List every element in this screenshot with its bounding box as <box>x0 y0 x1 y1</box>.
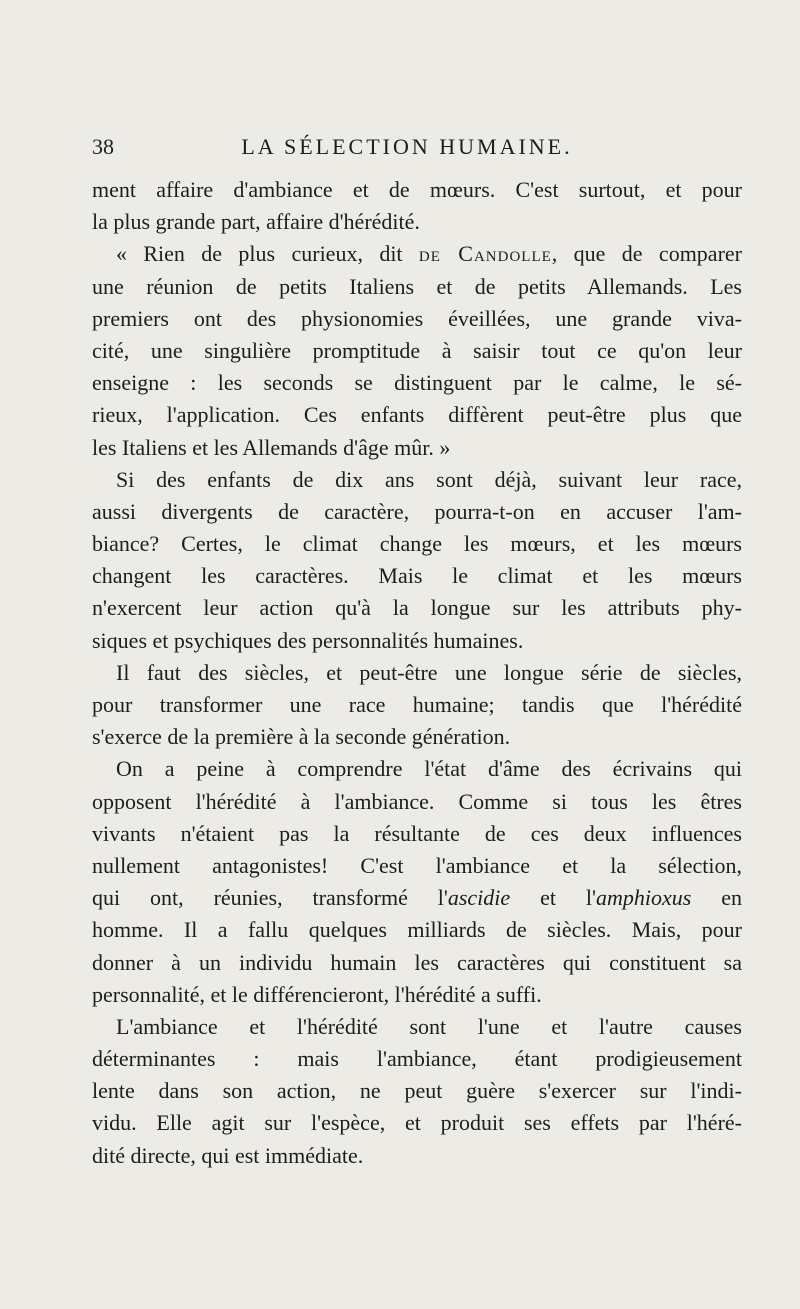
text-line: On a peine à comprendre l'état d'âme des écrivains qui <box>116 756 742 782</box>
text-line: donner à un individu humain les caractères qui constituent sa <box>92 949 742 975</box>
text-line: premiers ont des physionomies éveillées, une grande viva- <box>92 305 742 331</box>
text-line: une réunion de petits Italiens et de petits Allemands. Les <box>92 273 742 299</box>
text-line: la plus grande part, affaire d'hérédité. <box>92 209 420 235</box>
italic-term: amphioxus <box>595 885 692 911</box>
text-line: vidu. Elle agit sur l'espèce, et produit ses effets par l'héré- <box>92 1110 742 1136</box>
page-number: 38 <box>92 134 114 159</box>
text-line: homme. Il a fallu quelques milliards de siècles. Mais, pour <box>92 917 742 943</box>
text-line: s'exerce de la première à la seconde génération. <box>92 724 511 750</box>
text-line: « Rien de plus curieux, dit de Candolle, que de comparer <box>116 241 742 267</box>
text-line: les Italiens et les Allemands d'âge mûr. » <box>92 434 451 460</box>
text-line: nullement antagonistes! C'est l'ambiance et la sélection, <box>92 852 742 878</box>
text-line: pour transformer une race humaine; tandis que l'hérédité <box>92 692 742 717</box>
author-name: de Candolle <box>418 241 552 267</box>
text-line: aussi divergents de caractère, pourra-t-on en accuser l'am- <box>92 498 742 524</box>
body-text <box>92 174 742 1172</box>
text-line: lente dans son action, ne peut guère s'exercer sur l'indi- <box>92 1078 742 1104</box>
text-line: opposent l'hérédité à l'ambiance. Comme si tous les êtres <box>92 788 742 814</box>
text-line: enseigne : les seconds se distinguent par le calme, le sé- <box>92 370 742 396</box>
text-line: ment affaire d'ambiance et de mœurs. C'est surtout, et pour <box>92 177 742 202</box>
text-line: siques et psychiques des personnalités humaines. <box>92 627 524 653</box>
text-line: Si des enfants de dix ans sont déjà, suivant leur race, <box>116 466 742 492</box>
text-line: n'exercent leur action qu'à la longue sur les attributs phy- <box>92 595 742 621</box>
text-line: Il faut des siècles, et peut-être une longue série de siècles, <box>116 659 742 685</box>
text-line: changent les caractères. Mais le climat et les mœurs <box>92 563 742 589</box>
text-line: rieux, l'application. Ces enfants diffèrent peut-être plus que <box>92 402 742 428</box>
text-line: L'ambiance et l'hérédité sont l'une et l'autre causes <box>116 1013 742 1039</box>
running-title: LA SÉLECTION HUMAINE. <box>241 134 573 159</box>
text-line: cité, une singulière promptitude à saisir tout ce qu'on leur <box>92 337 742 363</box>
text-line: vivants n'étaient pas la résultante de ces deux influences <box>92 820 742 846</box>
text-line: déterminantes : mais l'ambiance, étant prodigieusement <box>92 1046 742 1072</box>
text-line: qui ont, réunies, transformé l'ascidie et l'amphioxus en <box>92 885 743 911</box>
text-line: dité directe, qui est immédiate. <box>92 1142 364 1168</box>
page-header <box>92 134 722 164</box>
italic-term: ascidie <box>447 885 511 911</box>
text-line: biance? Certes, le climat change les mœurs, et les mœurs <box>92 531 742 557</box>
text-line: personnalité, et le différencieront, l'hérédité a suffi. <box>92 981 542 1007</box>
